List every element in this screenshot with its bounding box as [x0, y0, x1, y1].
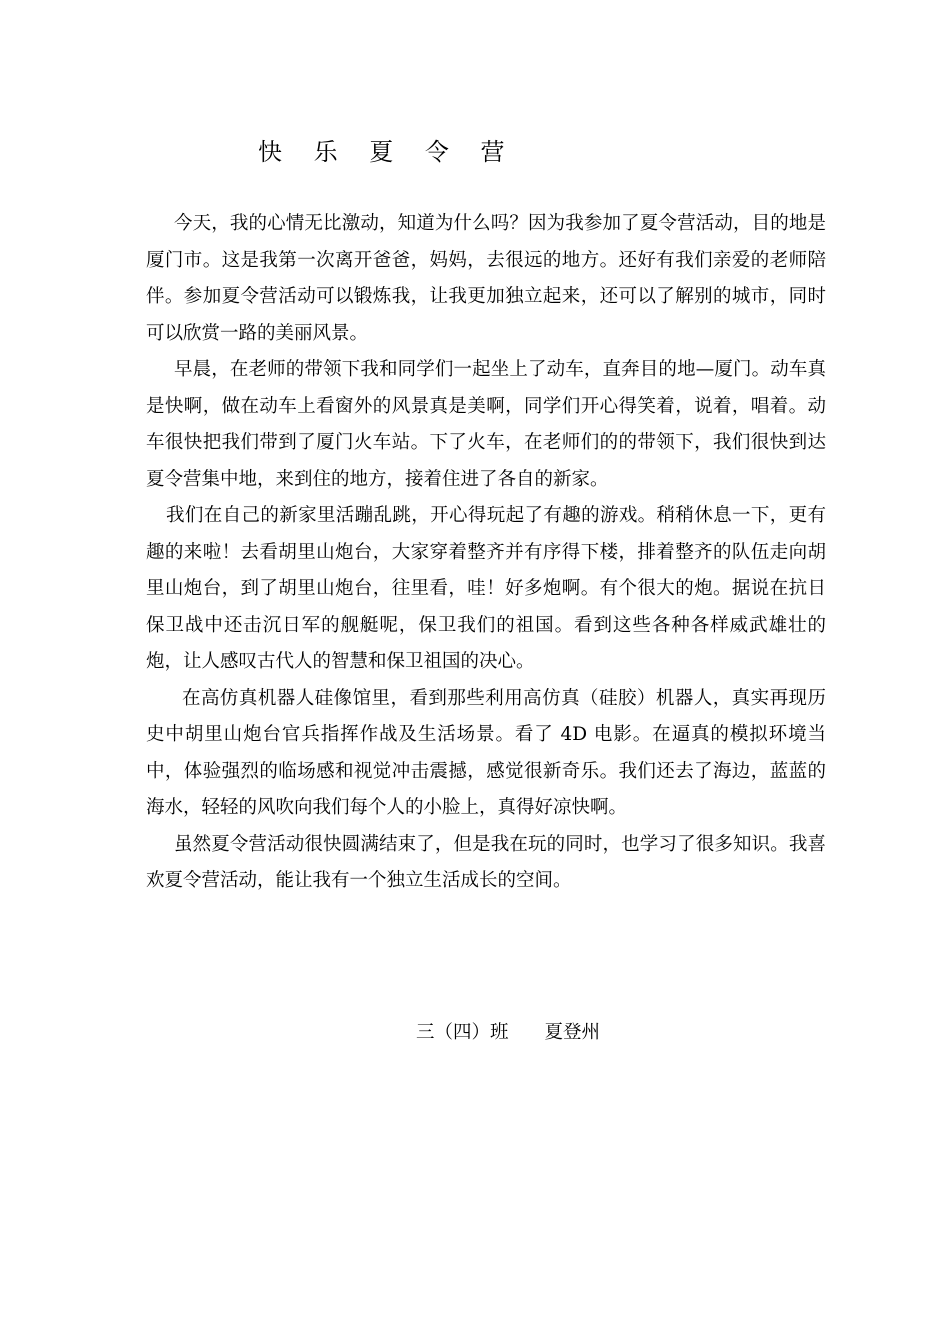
author-name: 夏登州 [544, 1022, 601, 1043]
paragraph-3: 我们在自己的新家里活蹦乱跳，开心得玩起了有趣的游戏。稍稍休息一下，更有趣的来啦！去看胡里山炮台，大家穿着整齐并有序得下楼，排着整齐的队伍走向胡里山炮台，到了胡里山炮台，往里看，哇！好多炮啊。有个很大的炮。据说在抗日保卫战中还击沉日军的舰艇呢，保卫我们的祖国。看到这些各种各样威武雄壮的炮，让人感叹古代人的智慧和保卫祖国的决心。 [146, 505, 826, 672]
essay-body [146, 206, 826, 900]
paragraph-1: 今天，我的心情无比激动，知道为什么吗？因为我参加了夏令营活动，目的地是厦门市。这是我第一次离开爸爸，妈妈，去很远的地方。还好有我们亲爱的老师陪伴。参加夏令营活动可以锻炼我，让我更加独立起来，还可以了解别的城市，同时可以欣赏一路的美丽风景。 [146, 213, 826, 344]
essay-title: 快 乐 夏 令 营 [258, 138, 517, 166]
paragraph-5: 虽然夏令营活动很快圆满结束了，但是我在玩的同时，也学习了很多知识。我喜欢夏令营活动，能让我有一个独立生活成长的空间。 [146, 833, 826, 891]
paragraph-2: 早晨，在老师的带领下我和同学们一起坐上了动车，直奔目的地—厦门。动车真是快啊，做在动车上看窗外的风景真是美啊，同学们开心得笑着，说着，唱着。动车很快把我们带到了厦门火车站。下了火车，在老师们的的带领下，我们很快到达夏令营集中地，来到住的地方，接着住进了各自的新家。 [146, 359, 826, 490]
signature [416, 1018, 600, 1048]
class-name: 三（四）班 [416, 1022, 509, 1043]
paragraph-4: 在高仿真机器人硅像馆里，看到那些利用高仿真（硅胶）机器人，真实再现历史中胡里山炮台官兵指挥作战及生活场景。看了 4D 电影。在逼真的模拟环境当中，体验强烈的临场感和视觉冲击震撼，感觉很新奇乐。我们还去了海边，蓝蓝的海水，轻轻的风吹向我们每个人的小脸上，真得好凉快啊。 [146, 687, 826, 818]
